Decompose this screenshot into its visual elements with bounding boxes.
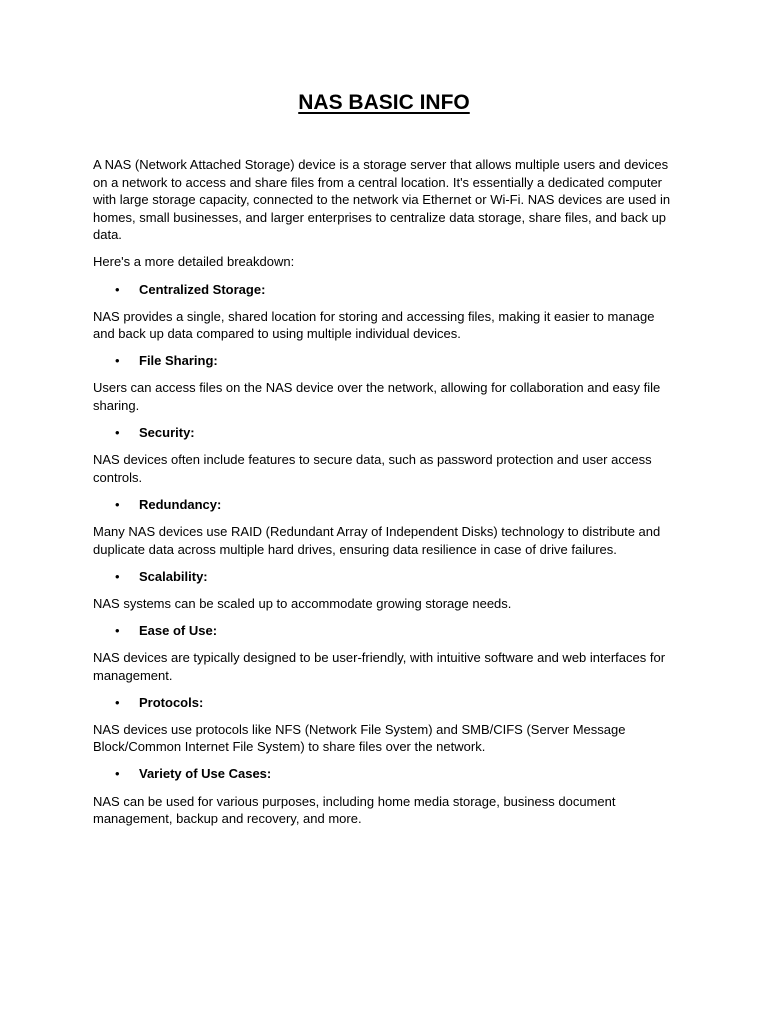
- document-body: [93, 156, 678, 837]
- lead-in-paragraph: Here's a more detailed breakdown:: [93, 254, 295, 270]
- section-heading-text: Centralized Storage:: [139, 281, 266, 297]
- section: [93, 765, 678, 827]
- section-body: Users can access files on the NAS device over the network, allowing for collaboration and easy file sharing.: [93, 380, 661, 414]
- section: [93, 622, 678, 684]
- section-heading-text: Variety of Use Cases:: [139, 766, 272, 782]
- section: [93, 496, 678, 558]
- intro-paragraph: A NAS (Network Attached Storage) device is a storage server that allows multiple users and devices on a network to access and share files from a central location. It's essentially a dedicated computer with large storage capacity, connected to the network via Ethernet or Wi-Fi. NAS devices are used in homes, small businesses, and larger enterprises to centralize data storage, share files, and back up data.: [93, 157, 671, 243]
- section-body: NAS devices often include features to secure data, such as password protection and user access controls.: [93, 452, 652, 485]
- section: [93, 352, 678, 414]
- bullet-icon: •: [115, 622, 120, 638]
- bullet-icon: •: [115, 766, 120, 782]
- section-heading-text: Protocols:: [139, 694, 204, 710]
- section-body: NAS devices are typically designed to be user-friendly, with intuitive software and web interfaces for management.: [93, 649, 666, 683]
- bullet-icon: •: [115, 496, 120, 512]
- section-heading-text: Redundancy:: [139, 496, 222, 512]
- section-heading-text: Scalability:: [139, 568, 208, 584]
- bullet-icon: •: [115, 568, 120, 584]
- section-body: NAS can be used for various purposes, including home media storage, business document management, backup and recovery, and more.: [93, 793, 616, 827]
- section-heading: [93, 352, 678, 370]
- section-heading-text: Security:: [139, 425, 195, 441]
- section-heading: [93, 496, 678, 514]
- section-body: NAS systems can be scaled up to accommodate growing storage needs.: [93, 595, 512, 611]
- section: [93, 281, 678, 343]
- bullet-icon: •: [115, 694, 120, 710]
- section-heading-text: Ease of Use:: [139, 622, 218, 638]
- bullet-icon: •: [115, 281, 120, 297]
- section-body: NAS devices use protocols like NFS (Network File System) and SMB/CIFS (Server Message Block/Common Internet File System) to share files over the network.: [93, 721, 626, 755]
- section-heading: [93, 424, 678, 442]
- section: [93, 694, 678, 756]
- section-heading-text: File Sharing:: [139, 353, 218, 369]
- document-title: NAS BASIC INFO: [298, 91, 470, 114]
- section-body: NAS provides a single, shared location for storing and accessing files, making it easier to manage and back up data compared to using multiple individual devices.: [93, 308, 655, 342]
- section-heading: [93, 694, 678, 712]
- bullet-icon: •: [115, 425, 120, 441]
- section-heading: [93, 568, 678, 586]
- section-heading: [93, 281, 678, 299]
- section: [93, 568, 678, 613]
- section-body: Many NAS devices use RAID (Redundant Array of Independent Disks) technology to distribute and duplicate data across multiple hard drives, ensuring data resilience in case of drive failures.: [93, 524, 661, 557]
- section-heading: [93, 765, 678, 783]
- bullet-icon: •: [115, 353, 120, 369]
- section-heading: [93, 622, 678, 640]
- section: [93, 424, 678, 486]
